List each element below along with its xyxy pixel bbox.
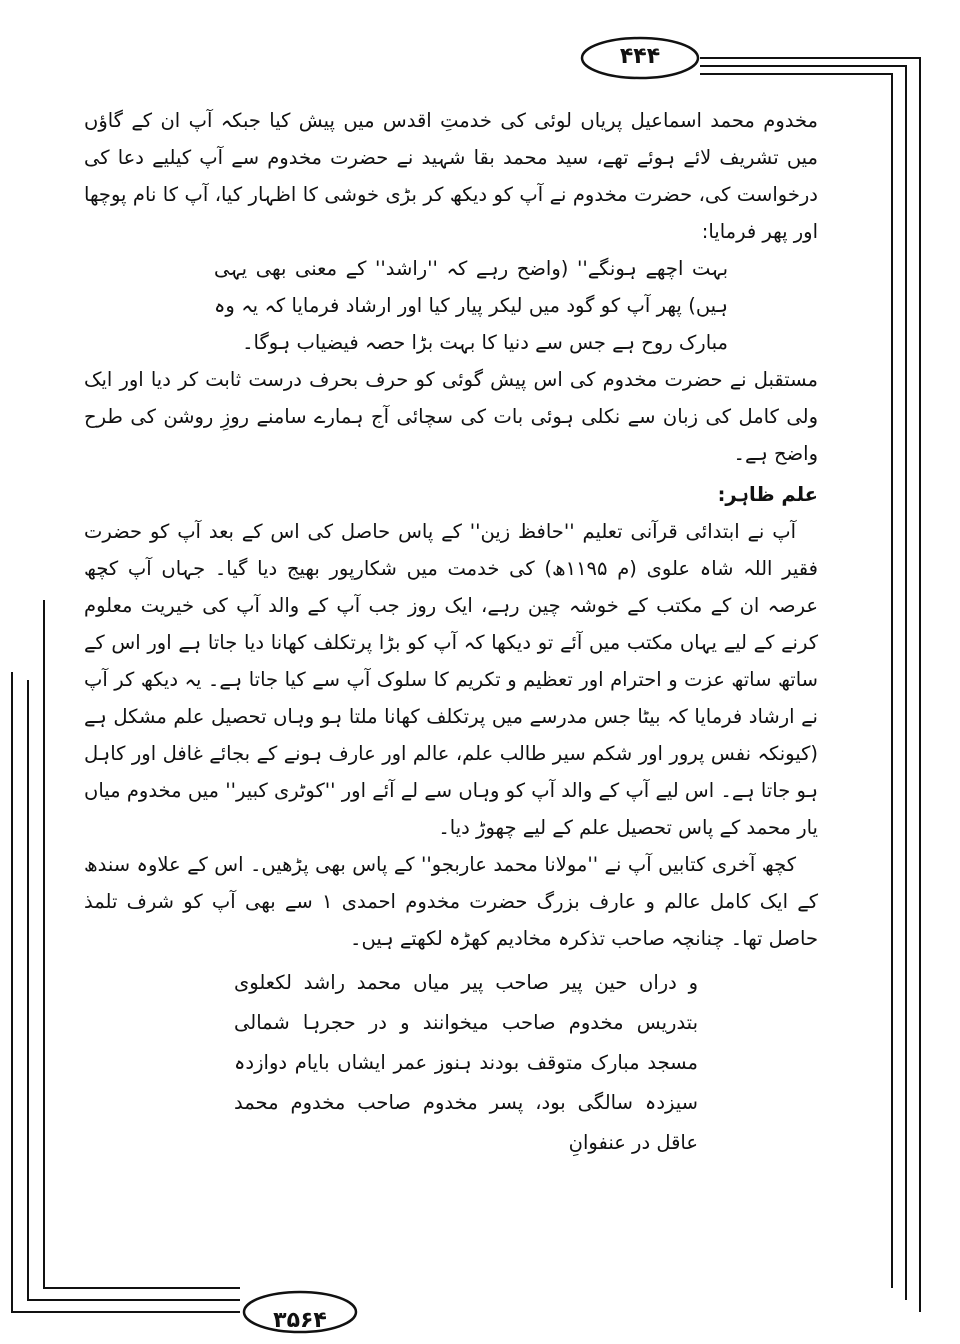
top-page-number: ۴۴۴ bbox=[619, 44, 661, 69]
paragraph-4: کچھ آخری کتابیں آپ نے ''مولانا محمد عاربجو'' کے پاس بھی پڑھیں۔ اس کے علاوہ سندھ کے ایک کامل عالم و عارف بزرگ حضرت مخدوم احمدی ۱ سے بھی آپ کو شرف تلمذ حاصل تھا۔ چنانچہ صاحب تذکرہ مخادیم کھڑہ لکھتے ہیں۔ bbox=[84, 853, 818, 950]
persian-quote: و دراں حین پیر صاحب پیر میاں محمد راشد لکعلوی بتدریس مخدوم صاحب میخوانند و در حجرہا شمالی مسجد مبارک متوقف بودند ہنوز عمر ایشاں بایام دوازدہ سیزدہ سالگی بود، پسر مخدوم صاحب مخدوم محمد عاقل در عنفوانِ bbox=[234, 971, 698, 1154]
paragraph-1: مخدوم محمد اسماعیل پریاں لوئی کی خدمتِ اقدس میں پیش کیا جبکہ آپ ان کے گاؤں میں تشریف لائے ہوئے تھے، سید محمد بقا شہید نے حضرت مخدوم سے آپ کیلیے دعا کی درخواست کی، حضرت مخدوم نے آپ کو دیکھ کر بڑی خوشی کا اظہار کیا، آپ کا نام پوچھا اور پھر فرمایا: bbox=[84, 109, 818, 243]
bottom-page-number: ۳۵۶۴ bbox=[273, 1308, 327, 1333]
paragraph-2: مستقبل نے حضرت مخدوم کی اس پیش گوئی کو حرف بحرف درست ثابت کر دیا اور ایک ولی کامل کی زبان سے نکلی ہوئی بات کی سچائی آج ہمارے سامنے روزِ روشن کی طرح واضح ہے۔ bbox=[84, 368, 818, 465]
paragraph-3: آپ نے ابتدائی قرآنی تعلیم ''حافظ زین'' کے پاس حاصل کی اس کے بعد آپ کو حضرت فقیر اللہ شاہ علوی (م ۱۱۹۵ھ) کی خدمت میں شکارپور بھیج دیا گیا۔ جہاں آپ کچھ عرصہ ان کے مکتب کے خوشہ چین رہے، ایک روز جب آپ کے والد آپ کی خیریت معلوم کرنے کے لیے یہاں مکتب میں آئے تو دیکھا کہ آپ کو بڑا پرتکلف کھانا دیا جاتا ہے اور اس کے ساتھ ساتھ عزت و احترام اور تعظیم و تکریم کا سلوک آپ سے کیا جاتا ہے۔ یہ دیکھ کر آپ نے ارشاد فرمایا کہ بیٹا جس مدرسے میں پرتکلف کھانا ملتا ہو وہاں تحصیل علم مشکل ہے (کیونکہ نفس پرور اور شکم سیر طالب علم، عالم اور عارف ہونے کے بجائے غافل اور کاہل ہو جاتا ہے۔ اس لیے آپ کے والد آپ کو وہاں سے لے آئے اور ''کوٹری کبیر'' میں مخدوم میاں یار محمد کے پاس تحصیل علم کے لیے چھوڑ دیا۔ bbox=[84, 520, 818, 839]
quote-block: بہت اچھے ہونگے'' (واضح رہے کہ ''راشد'' کے معنی بھی یہی ہیں) پھر آپ کو گود میں لیکر پیار کیا اور ارشاد فرمایا کہ یہ وہ مبارک روح ہے جس سے دنیا کا بہت بڑا حصہ فیضیاب ہوگا۔ bbox=[214, 257, 728, 354]
section-heading: علم ظاہر: bbox=[717, 483, 818, 506]
page-body bbox=[84, 102, 818, 1163]
